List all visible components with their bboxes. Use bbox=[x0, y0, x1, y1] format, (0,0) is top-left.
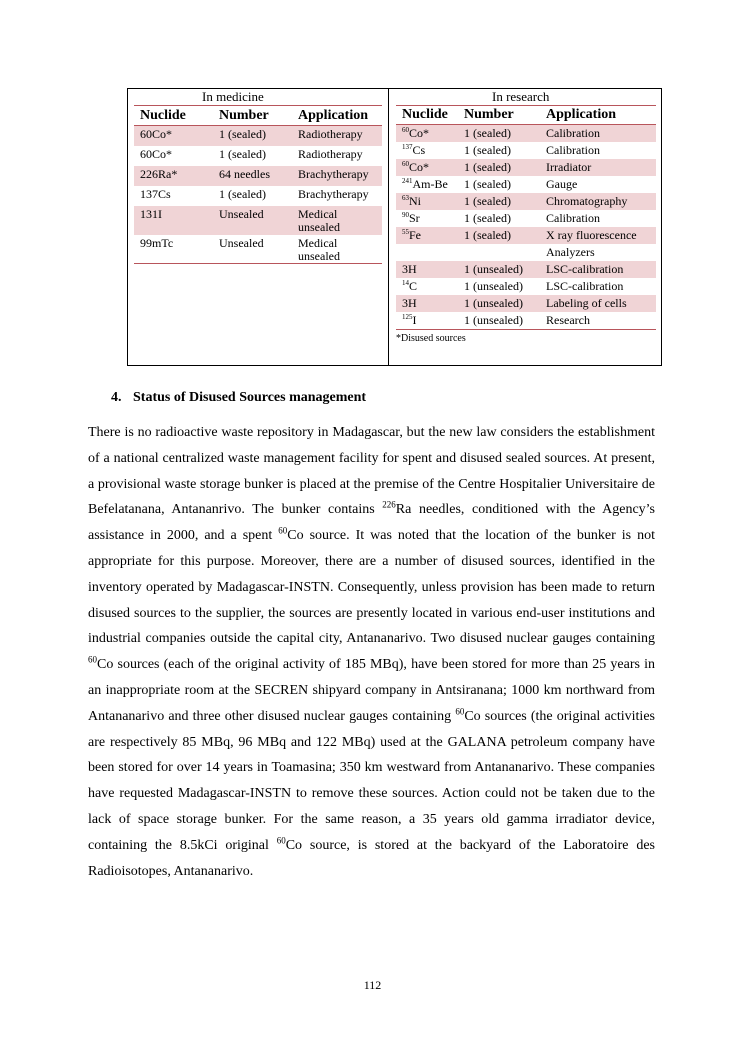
superscript-mass-number: 60 bbox=[276, 835, 286, 846]
table-row bbox=[396, 278, 656, 295]
number-cell: 1 (unsealed) bbox=[458, 261, 540, 278]
column-header-application: Application bbox=[292, 106, 382, 126]
mass-number: 60 bbox=[402, 160, 409, 168]
number-cell bbox=[458, 244, 540, 261]
element-symbol: Fe bbox=[409, 228, 421, 242]
column-header-number: Number bbox=[458, 106, 540, 125]
element-symbol: Co* bbox=[409, 160, 430, 174]
text-run: Co source. It was noted that the location of the bunker is not appropriate for this purpose. Moreover, there are a number of disused sources, identified in the inventory operated by Madagascar-INSTN. Consequently, unless provision has been made to return disused sources to the supplier, the sources are presently located in various end-user institutions and industrial companies outside the capital city, Antananarivo. Two disused nuclear gauges containing bbox=[88, 528, 655, 647]
number-cell: 1 (sealed) bbox=[458, 227, 540, 244]
application-cell: Brachytherapy bbox=[292, 166, 382, 186]
number-cell: 64 needles bbox=[213, 166, 292, 186]
nuclide-cell bbox=[396, 159, 458, 176]
section-title: Status of Disused Sources management bbox=[133, 390, 367, 405]
nuclide-cell bbox=[396, 193, 458, 210]
superscript-mass-number: 60 bbox=[455, 706, 465, 717]
application-cell: Medical unsealed bbox=[292, 206, 382, 235]
application-cell: Calibration bbox=[546, 143, 600, 157]
application-cell: Gauge bbox=[546, 177, 578, 191]
application-cell: Research bbox=[540, 312, 656, 330]
table-row bbox=[396, 210, 656, 227]
table-row bbox=[134, 166, 382, 186]
page-number: 112 bbox=[363, 978, 382, 992]
column-header-nuclide: Nuclide bbox=[134, 106, 213, 126]
text-run: Ra needles, conditioned with the Agency’s assistance in 2000, and a spent bbox=[88, 502, 655, 544]
mass-number: 14 bbox=[402, 279, 409, 287]
application-cell: Medical unsealed bbox=[292, 235, 382, 264]
number-cell: Unsealed bbox=[213, 206, 292, 235]
research-table-title: In research bbox=[492, 89, 550, 104]
application-cell: Radiotherapy bbox=[292, 126, 382, 146]
medicine-table bbox=[134, 105, 382, 264]
number-cell: Unsealed bbox=[213, 235, 292, 264]
application-cell: Calibration bbox=[546, 211, 600, 225]
number-cell: 1 (sealed) bbox=[458, 193, 540, 210]
table-header-row bbox=[396, 106, 656, 125]
nuclide-cell bbox=[396, 176, 458, 193]
element-symbol: Ni bbox=[409, 194, 421, 208]
element-symbol: Am-Be bbox=[412, 177, 448, 191]
application-cell: LSC-calibration bbox=[546, 279, 624, 293]
table-row bbox=[134, 186, 382, 206]
element-symbol: C bbox=[409, 279, 418, 293]
nuclide-cell: 131I bbox=[134, 206, 213, 235]
body-paragraph bbox=[88, 420, 655, 884]
mass-number: 90 bbox=[402, 211, 409, 219]
research-table-panel bbox=[389, 89, 661, 365]
element-symbol: Cs bbox=[412, 143, 426, 157]
nuclide-cell bbox=[396, 312, 458, 330]
nuclide-cell: 99mTc bbox=[134, 235, 213, 264]
number-cell: 1 (sealed) bbox=[458, 159, 540, 176]
application-cell: X ray fluorescence bbox=[540, 227, 656, 244]
number-cell: 1 (unsealed) bbox=[458, 295, 540, 312]
application-cell: Chromatography bbox=[540, 193, 656, 210]
table-row bbox=[396, 125, 656, 143]
table-row bbox=[396, 244, 656, 261]
table-row bbox=[396, 142, 656, 159]
medicine-table-panel bbox=[128, 89, 389, 365]
application-cell: Analyzers bbox=[546, 245, 595, 259]
element-symbol: 3H bbox=[402, 296, 417, 310]
element-symbol: Sr bbox=[409, 211, 420, 225]
number-cell: 1 (sealed) bbox=[464, 177, 511, 191]
element-symbol: 3H bbox=[402, 262, 417, 276]
superscript-mass-number: 60 bbox=[88, 654, 97, 665]
table-row bbox=[396, 159, 656, 176]
table-row bbox=[134, 206, 382, 235]
number-cell: 1 (unsealed) bbox=[458, 312, 540, 330]
table-row bbox=[134, 235, 382, 264]
mass-number: 241 bbox=[402, 177, 413, 185]
table-row bbox=[396, 261, 656, 278]
mass-number: 137 bbox=[402, 143, 413, 151]
element-symbol: Co* bbox=[409, 126, 430, 140]
application-cell: Calibration bbox=[540, 125, 656, 143]
application-cell: Labeling of cells bbox=[540, 295, 656, 312]
nuclide-cell: 137Cs bbox=[140, 186, 171, 201]
table-footnote: *Disused sources bbox=[396, 333, 466, 344]
mass-number: 125 bbox=[402, 313, 413, 321]
nuclide-cell: 60Co* bbox=[140, 146, 173, 161]
nuclide-inventory-tables bbox=[127, 88, 662, 366]
table-row bbox=[134, 126, 382, 146]
nuclide-cell bbox=[396, 125, 458, 143]
column-header-number: Number bbox=[213, 106, 292, 126]
table-header-row bbox=[134, 106, 382, 126]
number-cell: 1 (sealed) bbox=[464, 211, 511, 225]
superscript-mass-number: 226 bbox=[382, 499, 396, 510]
column-header-nuclide: Nuclide bbox=[396, 106, 458, 125]
nuclide-cell: 60Co* bbox=[134, 126, 213, 146]
application-cell: Irradiator bbox=[540, 159, 656, 176]
medicine-table-title: In medicine bbox=[202, 89, 264, 104]
number-cell: 1 (sealed) bbox=[458, 125, 540, 143]
nuclide-cell bbox=[396, 278, 458, 295]
section-number: 4. bbox=[111, 390, 122, 405]
application-cell: Brachytherapy bbox=[298, 186, 369, 201]
text-run: There is no radioactive waste repository in Madagascar, but the new law considers the establishment of a national centralized waste management facility for spent and disused sealed sources. At present, a provisional waste storage bunker is placed at the premise of the Centre Hospitalier Universitaire de Befelatanana, Antananrivo. The bunker contains bbox=[88, 425, 655, 518]
number-cell: 1 (sealed) bbox=[213, 126, 292, 146]
text-run: Co source, is stored at the backyard of the Laboratoire des Radioisotopes, Antananarivo. bbox=[88, 837, 655, 879]
nuclide-cell bbox=[396, 142, 458, 159]
number-cell: 1 (sealed) bbox=[219, 186, 266, 201]
nuclide-cell bbox=[396, 210, 458, 227]
text-run: Co sources (the original activities are respectively 85 MBq, 96 MBq and 122 MBq) used at the GALANA petroleum company have been stored for over 14 years in Toamasina; 350 km westward from Antananarivo. These companies have requested Madagascar-INSTN to remove these sources. Action could not be taken due to the lack of space storage bunker. For the same reason, a 35 years old gamma irradiator device, containing the 8.5kCi original bbox=[88, 708, 655, 853]
section-heading bbox=[111, 390, 366, 406]
application-cell: Radiotherapy bbox=[298, 146, 363, 161]
table-row bbox=[396, 176, 656, 193]
superscript-mass-number: 60 bbox=[278, 525, 288, 536]
mass-number: 55 bbox=[402, 228, 409, 236]
column-header-application: Application bbox=[540, 106, 656, 125]
element-symbol: I bbox=[412, 313, 417, 327]
text-run: Co sources (each of the original activity of 185 MBq), have been stored for more than 25 years in an inappropriate room at the SECREN shipyard company in Antsiranana; 1000 km northward from Antananarivo and three other disused nuclear gauges containing bbox=[88, 657, 655, 724]
number-cell: 1 (sealed) bbox=[219, 146, 266, 161]
table-row bbox=[396, 193, 656, 210]
mass-number: 60 bbox=[402, 126, 409, 134]
number-cell: 1 (unsealed) bbox=[464, 279, 523, 293]
nuclide-cell bbox=[396, 244, 458, 261]
nuclide-cell: 226Ra* bbox=[134, 166, 213, 186]
table-row bbox=[396, 227, 656, 244]
table-row bbox=[396, 295, 656, 312]
application-cell: LSC-calibration bbox=[540, 261, 656, 278]
table-row bbox=[396, 312, 656, 330]
mass-number: 63 bbox=[402, 194, 409, 202]
nuclide-cell bbox=[396, 261, 458, 278]
number-cell: 1 (sealed) bbox=[464, 143, 511, 157]
nuclide-cell bbox=[396, 295, 458, 312]
table-row bbox=[134, 146, 382, 166]
nuclide-cell bbox=[396, 227, 458, 244]
research-table bbox=[396, 105, 656, 330]
